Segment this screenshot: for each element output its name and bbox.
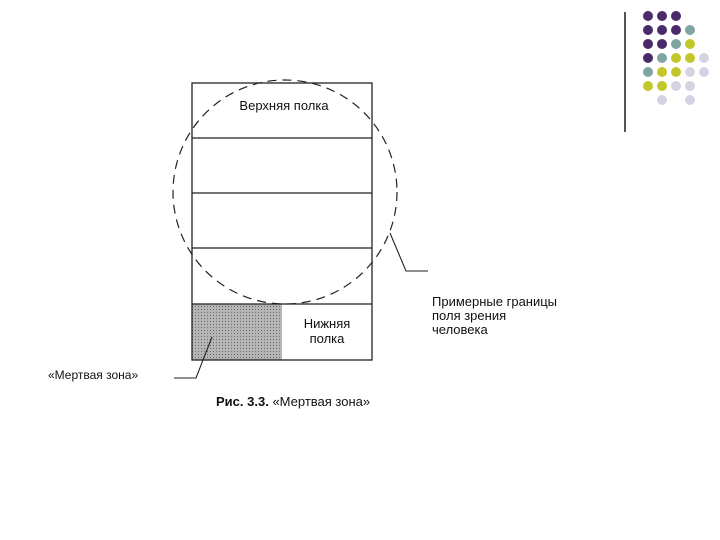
figure-caption-text: «Мертвая зона» — [272, 394, 371, 409]
vision-boundary-label — [432, 295, 632, 337]
lower-shelf-label-line2: полка — [309, 331, 345, 346]
lower-shelf-label-line1: Нижняя — [303, 316, 351, 331]
dead-zone-area — [192, 304, 282, 360]
vision-boundary-line1: Примерные границы — [432, 294, 558, 309]
figure-number: Рис. 3.3. — [216, 394, 269, 409]
vision-boundary-line2: поля зрения — [432, 308, 507, 323]
vision-leader-line — [390, 233, 428, 271]
vision-field-boundary — [173, 80, 397, 304]
vision-boundary-line3: человека — [432, 322, 488, 337]
lower-shelf-label — [284, 316, 370, 346]
dead-zone-label: «Мертвая зона» — [48, 368, 139, 382]
upper-shelf-label: Верхняя полка — [239, 98, 329, 113]
figure-caption — [216, 394, 370, 409]
